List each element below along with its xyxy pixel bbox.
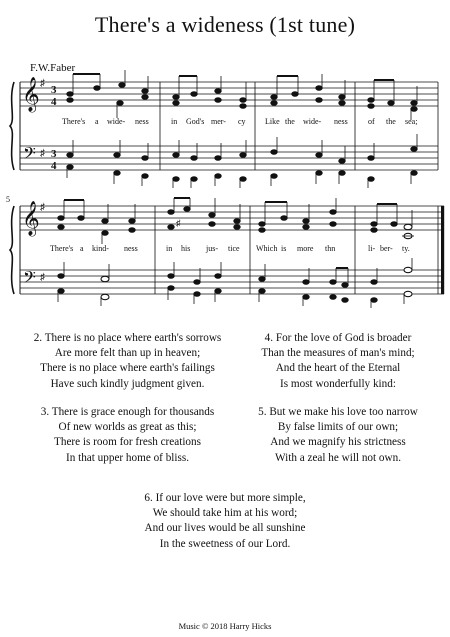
verse-line: 4. For the love of God is broader [264,332,412,344]
verse-line: By false limits of our own; [277,421,399,434]
lyric-syllable: tice [228,244,240,253]
lyric-syllable: thn [325,244,336,253]
svg-text:4: 4 [51,96,57,108]
svg-text:3: 3 [51,84,57,96]
lyric-syllable: Like [265,117,280,126]
bass-staff-2 [20,270,444,294]
lyric-syllable: his [181,244,191,253]
lyric-syllable: the [285,117,295,126]
lyric-syllable: kind- [92,244,109,253]
sharp-icon: ♯ [40,272,45,283]
lyric-syllable: mer- [211,117,226,126]
bass-clef-icon: 𝄢 [23,143,36,167]
lyric-syllable: is [281,244,287,253]
verse-line: And the heart of the Eternal [275,362,401,375]
lyric-syllable: ness [334,117,348,126]
lyric-syllable: the [386,117,396,126]
verse-line: Are more felt than up in heaven; [54,347,201,360]
author-credit: F.W.Faber [30,62,76,74]
treble-clef-icon: 𝄞 [22,77,40,112]
lyric-syllable: wide- [107,117,126,126]
lyric-syllable: in [166,244,173,253]
verse-4 [238,331,438,392]
svg-text:♯: ♯ [176,218,181,228]
verse-line: Is most wonderfully kind: [280,377,396,390]
bass-clef-icon: 𝄢 [23,267,36,291]
verse-line: There is room for fresh creations [54,436,201,449]
verse-line: With a zeal he will not own. [275,451,401,464]
sharp-icon: ♯ [40,202,45,213]
lyric-syllable: There's [50,244,74,253]
verse-line: There is no place where earth's failings [40,362,215,375]
verse-line: Have such kindly judgment given. [50,377,205,390]
lyric-syllable: There's [62,117,86,126]
verse-3 [25,405,230,466]
copyright-footer: Music © 2018 Harry Hicks [178,621,272,631]
lyric-syllable: ber- [380,244,393,253]
svg-text:3: 3 [51,148,57,160]
lyric-syllable: jus- [206,244,218,253]
verse-line: Than the measures of man's mind; [261,347,415,360]
verse-line: In the sweetness of our Lord. [159,537,291,550]
lyric-syllable: sea; [405,117,418,126]
treble-clef-icon: 𝄞 [22,201,40,236]
verse-line: Of new worlds as great as this; [58,421,197,434]
brace-icon [10,206,14,294]
verse-line: And our lives would be all sunshine [144,522,306,535]
verse-line: In that upper home of bliss. [65,451,190,464]
sharp-icon: ♯ [40,148,45,159]
lyric-syllable: ty. [402,244,410,253]
sharp-icon: ♯ [40,78,45,89]
verse-line: 6. If our love were but more simple, [144,492,306,504]
lyric-syllable: ness [124,244,138,253]
verse-2 [25,331,230,392]
measure-number: 5 [6,195,10,204]
lyric-syllable: God's [186,117,205,126]
verse-line: We should take him at his word; [152,507,298,520]
lyric-syllable: ness [135,117,149,126]
verse-line: 3. There is grace enough for thousands [40,406,215,418]
verse-line: 2. There is no place where earth's sorrows [33,332,222,344]
lyric-syllable: a [80,244,84,253]
lyric-syllable: in [171,117,178,126]
lyric-syllable: more [297,244,314,253]
lyric-syllable: Which [256,244,278,253]
page-title: There's a wideness (1st tune) [94,12,356,37]
lyric-syllable: li- [368,244,376,253]
svg-text:4: 4 [51,160,57,172]
lyric-syllable: of [368,117,375,126]
verse-line: And we magnify his strictness [270,436,406,449]
lyric-syllable: a [95,117,99,126]
verse-5 [238,405,438,466]
bass-notes-2 [58,258,412,308]
treble-notes-2 [58,198,414,244]
verse-6 [100,491,350,552]
verse-line: 5. But we make his love too narrow [258,406,418,418]
lyric-syllable: cy [238,117,246,126]
lyric-syllable: wide- [303,117,322,126]
